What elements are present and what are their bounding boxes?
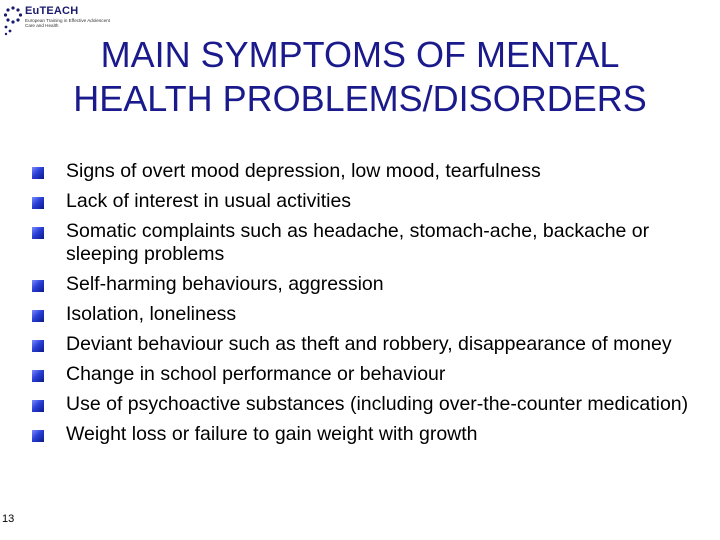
square-bullet-icon (32, 430, 44, 442)
list-item-text: Weight loss or failure to gain weight with growth (66, 423, 478, 445)
square-bullet-icon (32, 280, 44, 292)
list-item (0, 190, 720, 213)
square-bullet-icon (32, 310, 44, 322)
list-item (0, 363, 720, 386)
square-bullet-icon (32, 370, 44, 382)
list-item-text: Somatic complaints such as headache, stomach-ache, backache or sleeping problems (66, 220, 650, 265)
eu-stars-icon (2, 4, 24, 36)
list-item-text: Deviant behaviour such as theft and robbery, disappearance of money (66, 333, 672, 355)
list-item (0, 423, 720, 446)
page-number: 13 (2, 513, 15, 525)
eu-teach-logo (2, 4, 114, 36)
title-line-1: MAIN SYMPTOMS OF MENTAL (100, 34, 620, 75)
list-item-text: Use of psychoactive substances (including over-the-counter medication) (66, 393, 689, 415)
list-item (0, 160, 720, 183)
square-bullet-icon (32, 227, 44, 239)
title-line-2: HEALTH PROBLEMS/DISORDERS (73, 78, 647, 119)
list-item (0, 273, 720, 296)
list-item-text: Lack of interest in usual activities (66, 190, 352, 212)
list-item (0, 220, 720, 266)
square-bullet-icon (32, 340, 44, 352)
list-item-text: Signs of overt mood depression, low mood, tearfulness (66, 160, 541, 182)
slide-title (0, 33, 720, 121)
list-item (0, 303, 720, 326)
logo-name: EuTEACH (25, 5, 79, 17)
list-item (0, 393, 720, 416)
list-item (0, 333, 720, 356)
symptom-list (0, 160, 720, 453)
square-bullet-icon (32, 400, 44, 412)
list-item-text: Change in school performance or behaviour (66, 363, 446, 385)
list-item-text: Isolation, loneliness (66, 303, 237, 325)
square-bullet-icon (32, 197, 44, 209)
list-item-text: Self-harming behaviours, aggression (66, 273, 384, 295)
logo-subtitle: European Training in Effective Adolescent Care and Health (25, 18, 110, 29)
square-bullet-icon (32, 167, 44, 179)
